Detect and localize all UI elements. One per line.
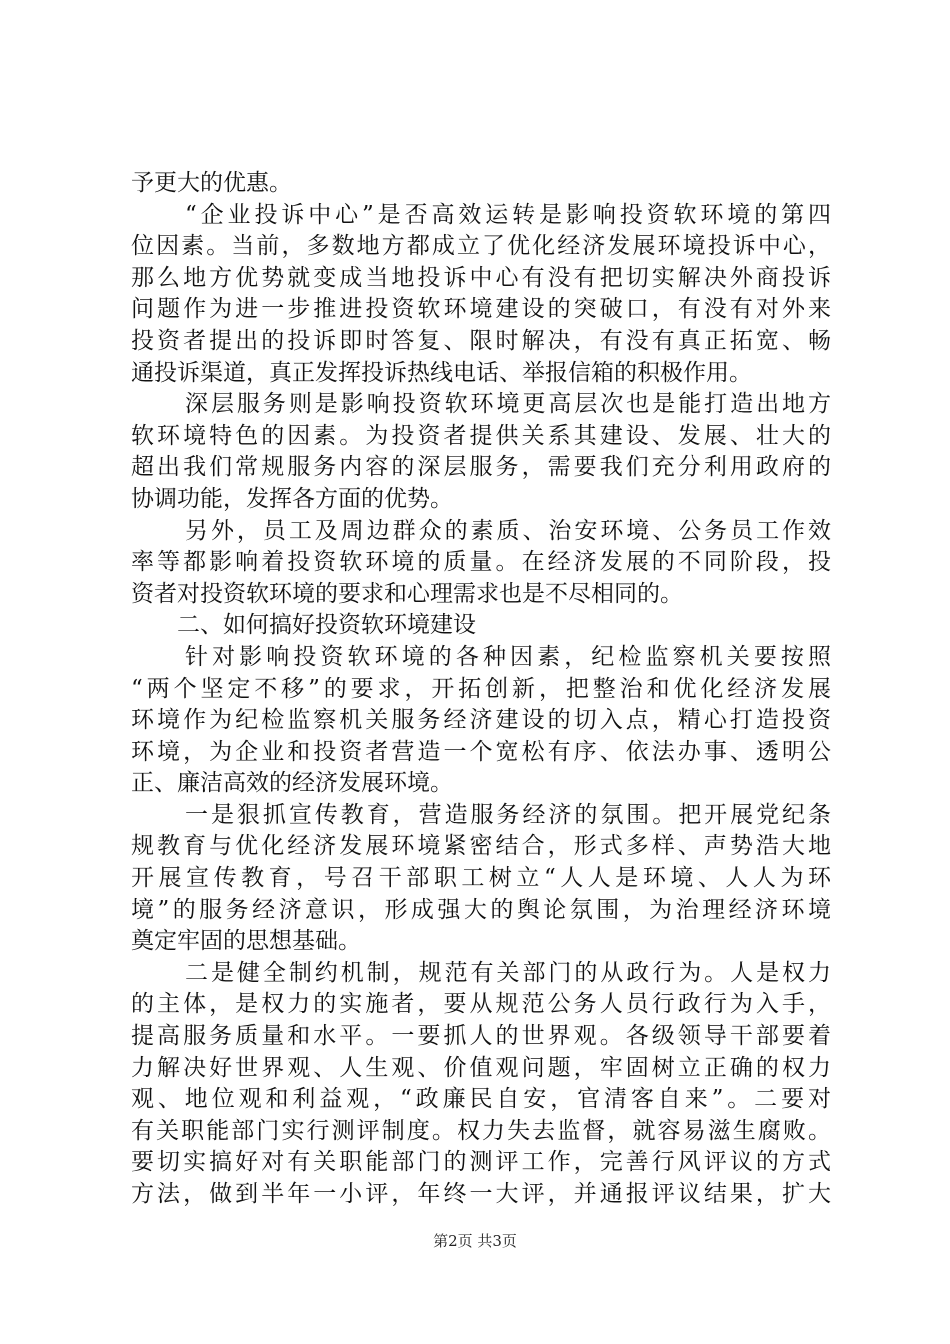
text-line: 观、地位观和利益观，“政廉民自安，官清客自来”。二要对 — [131, 1086, 831, 1113]
document-body — [131, 168, 831, 1211]
text-line: “企业投诉中心”是否高效运转是影响投资软环境的第四 — [185, 201, 831, 228]
text-line: 予更大的优惠。 — [131, 170, 292, 196]
page-footer: 第2页 共3页 — [433, 1232, 517, 1250]
text-line: 正、廉洁高效的经济发展环境。 — [131, 770, 453, 797]
text-line: 协调功能，发挥各方面的优势。 — [131, 485, 453, 512]
text-line: 位因素。当前，多数地方都成立了优化经济发展环境投诉中心， — [131, 233, 831, 260]
text-line: 环境，为企业和投资者营造一个宽松有序、依法办事、透明公 — [131, 738, 831, 765]
text-line: “两个坚定不移”的要求，开拓创新，把整治和优化经济发展 — [131, 675, 831, 702]
paragraph — [131, 642, 831, 800]
paragraph — [131, 168, 831, 200]
paragraph — [131, 610, 831, 642]
text-line: 奠定牢固的思想基础。 — [131, 928, 361, 955]
text-line: 针对影响投资软环境的各种因素，纪检监察机关要按照 — [185, 643, 831, 670]
text-line: 的主体，是权力的实施者，要从规范公务人员行政行为入手， — [131, 991, 831, 1018]
text-line: 问题作为进一步推进投资软环境建设的突破口，有没有对外来 — [131, 296, 831, 323]
text-line: 开展宣传教育，号召干部职工树立“人人是环境、人人为环 — [131, 865, 831, 892]
text-line: 一是狠抓宣传教育，营造服务经济的氛围。把开展党纪条 — [185, 801, 831, 828]
text-line: 资者对投资软环境的要求和心理需求也是不尽相同的。 — [131, 580, 683, 607]
text-line: 规教育与优化经济发展环境紧密结合，形式多样、声势浩大地 — [131, 833, 831, 860]
text-line: 二、如何搞好投资软环境建设 — [177, 612, 476, 639]
text-line: 境”的服务经济意识，形成强大的舆论氛围，为治理经济环境 — [131, 896, 831, 923]
paragraph — [131, 800, 831, 958]
text-line: 通投诉渠道，真正发挥投诉热线电话、举报信箱的积极作用。 — [131, 359, 752, 386]
text-line: 超出我们常规服务内容的深层服务，需要我们充分利用政府的 — [131, 454, 831, 481]
paragraph — [131, 389, 831, 515]
text-line: 深层服务则是影响投资软环境更高层次也是能打造出地方 — [185, 391, 831, 418]
text-line: 那么地方优势就变成当地投诉中心有没有把切实解决外商投诉 — [131, 264, 831, 291]
text-line: 有关职能部门实行测评制度。权力失去监督，就容易滋生腐败。 — [131, 1117, 831, 1144]
paragraph — [131, 200, 831, 390]
text-line: 软环境特色的因素。为投资者提供关系其建设、发展、壮大的 — [131, 422, 831, 449]
paragraph — [131, 516, 831, 611]
text-line: 二是健全制约机制，规范有关部门的从政行为。人是权力 — [185, 959, 831, 986]
text-line: 率等都影响着投资软环境的质量。在经济发展的不同阶段，投 — [131, 549, 831, 576]
text-line: 方法，做到半年一小评，年终一大评，并通报评议结果，扩大 — [131, 1181, 831, 1207]
text-line: 环境作为纪检监察机关服务经济建设的切入点，精心打造投资 — [131, 707, 831, 734]
text-line: 投资者提出的投诉即时答复、限时解决，有没有真正拓宽、畅 — [131, 327, 831, 354]
text-line: 要切实搞好对有关职能部门的测评工作，完善行风评议的方式 — [131, 1149, 831, 1176]
text-line: 提高服务质量和水平。一要抓人的世界观。各级领导干部要着 — [131, 1023, 831, 1050]
text-line: 力解决好世界观、人生观、价值观问题，牢固树立正确的权力 — [131, 1054, 831, 1081]
text-line: 另外，员工及周边群众的素质、治安环境、公务员工作效 — [185, 517, 831, 544]
paragraph — [131, 958, 831, 1211]
